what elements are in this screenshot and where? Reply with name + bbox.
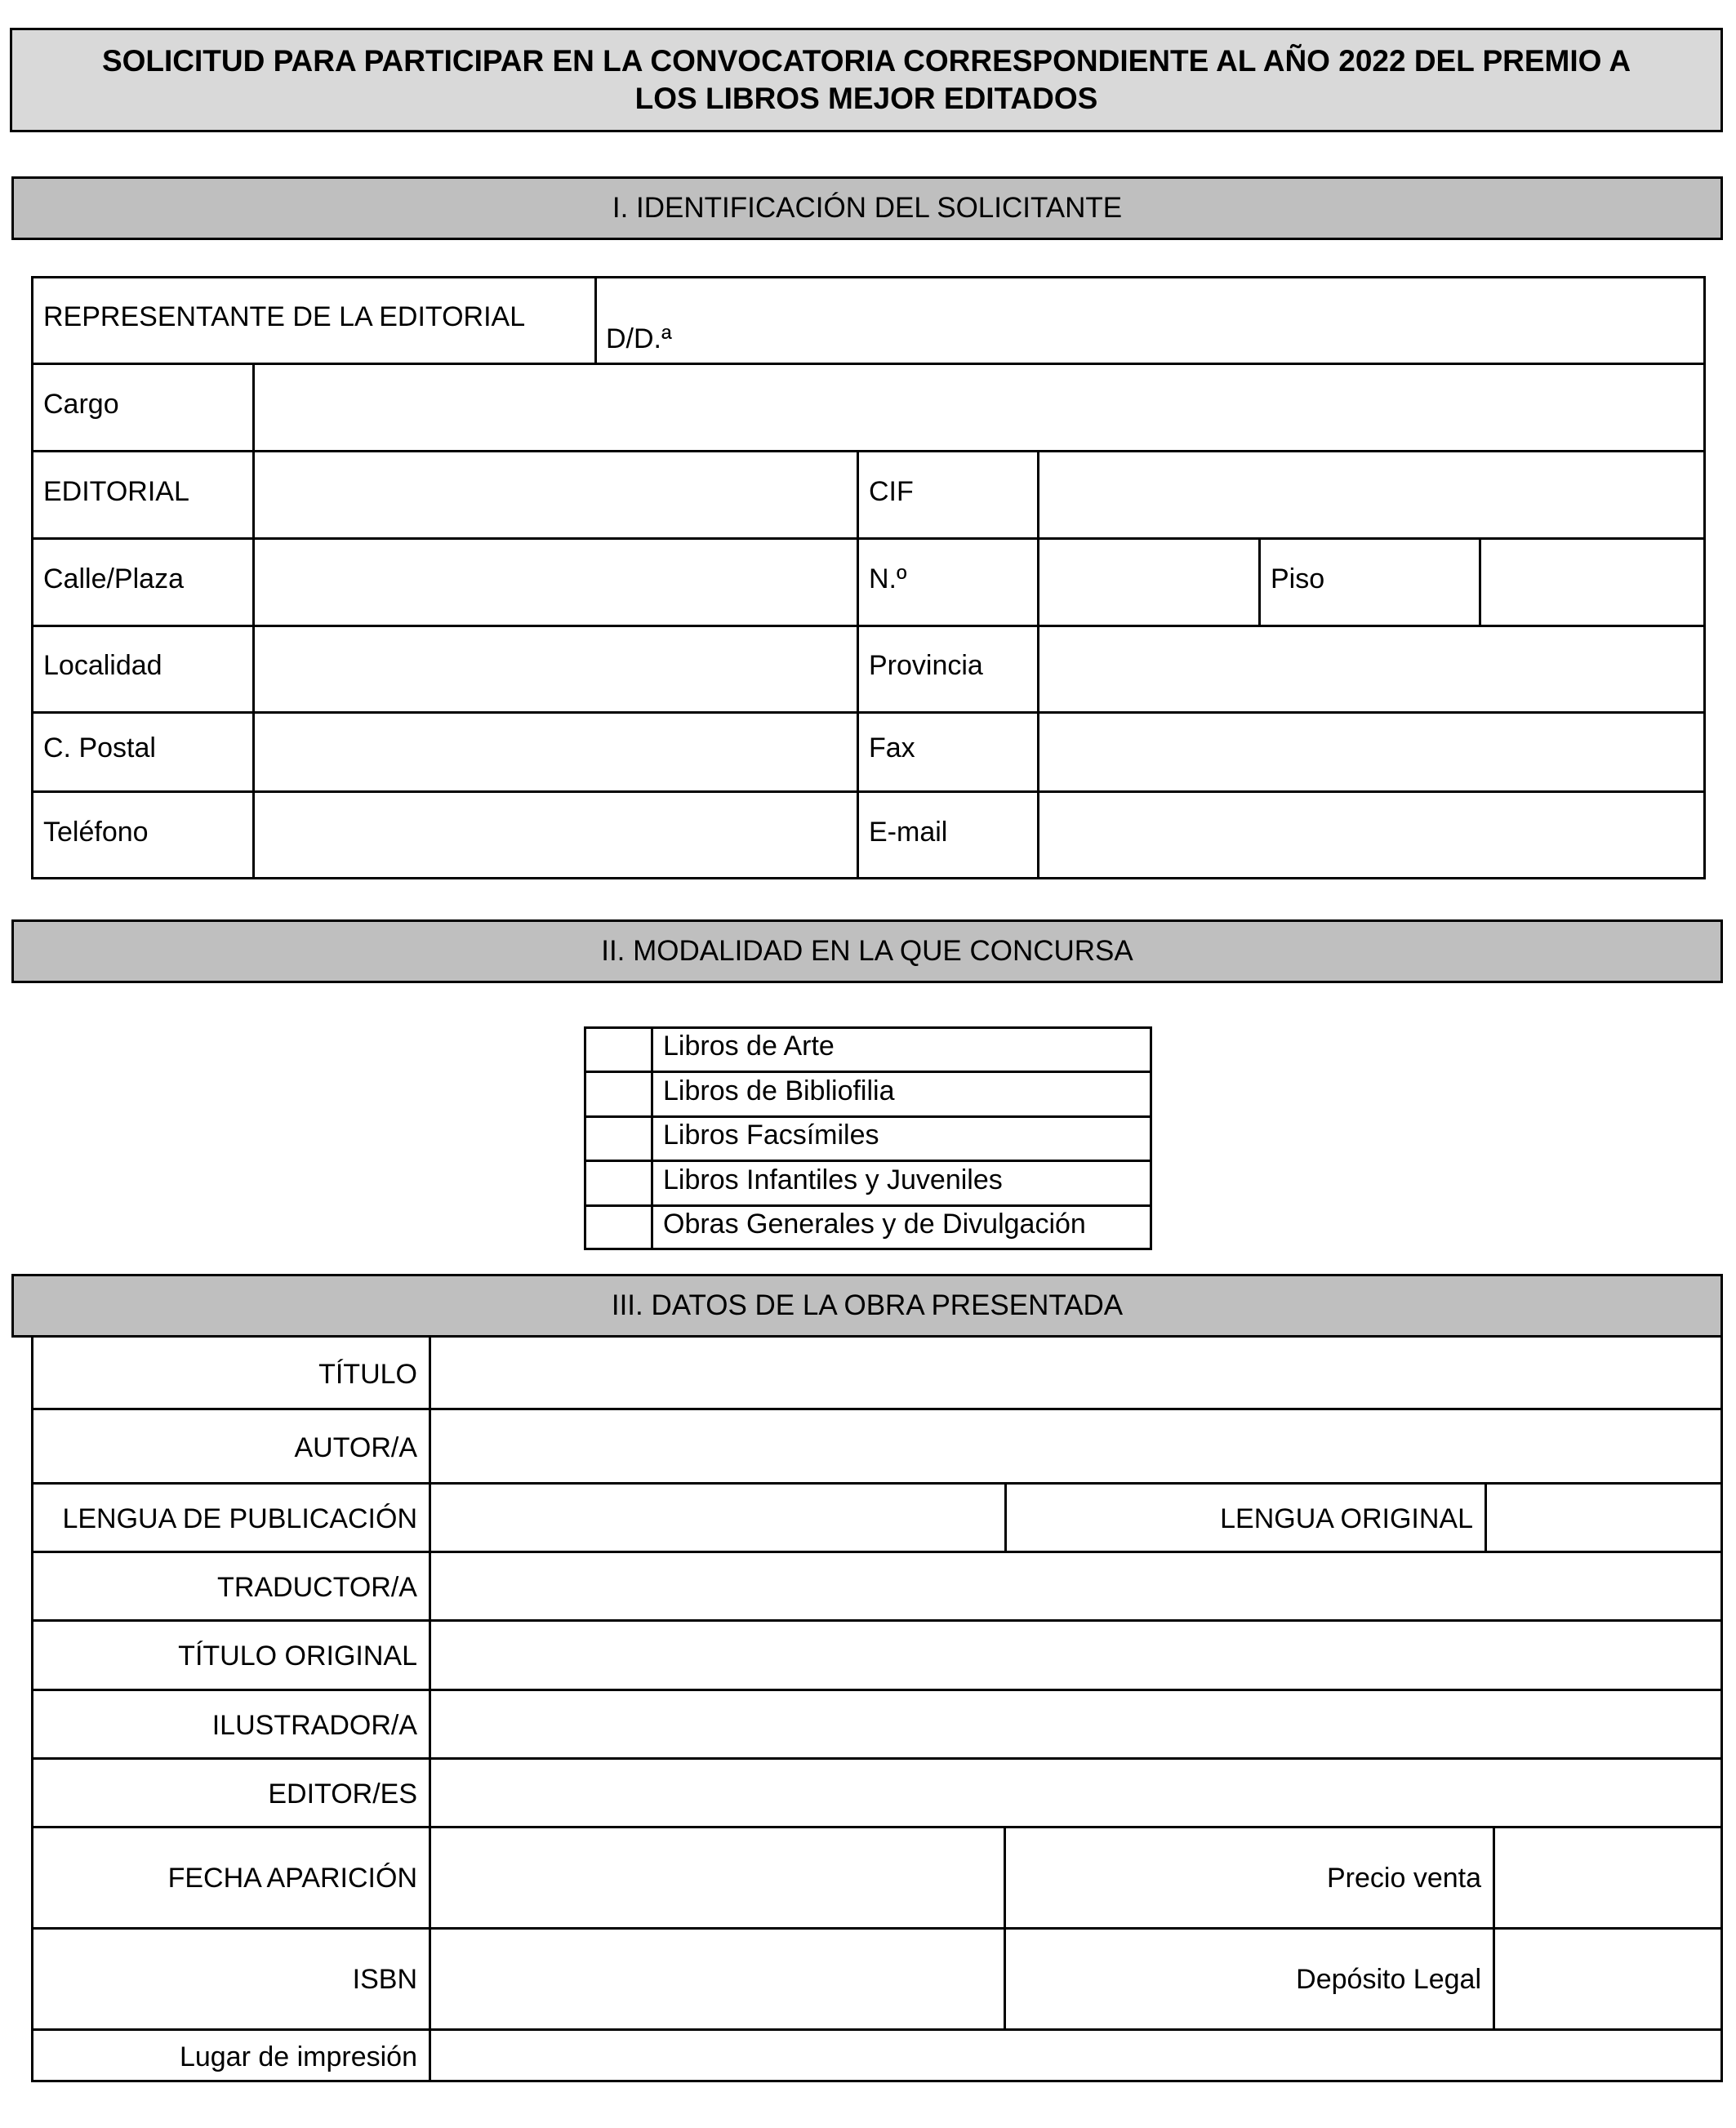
modality-checkbox-arte[interactable] bbox=[587, 1030, 650, 1070]
ilustrador-field[interactable] bbox=[433, 1692, 1720, 1756]
email-field[interactable] bbox=[1040, 794, 1704, 877]
form-title-line-2: LOS LIBROS MEJOR EDITADOS bbox=[634, 82, 1098, 115]
traductor-field[interactable] bbox=[433, 1554, 1720, 1618]
isbn-label: ISBN bbox=[352, 1964, 417, 1995]
piso-label: Piso bbox=[1271, 563, 1325, 594]
modality-option-generales: Obras Generales y de Divulgación bbox=[663, 1209, 1086, 1240]
titulo-original-field[interactable] bbox=[433, 1623, 1720, 1688]
modality-checkbox-infantiles[interactable] bbox=[587, 1163, 650, 1204]
titulo-field[interactable] bbox=[433, 1340, 1720, 1407]
numero-label: N.º bbox=[869, 563, 907, 594]
calle-field[interactable] bbox=[256, 541, 855, 624]
email-label: E-mail bbox=[869, 817, 948, 848]
cif-label: CIF bbox=[869, 476, 914, 507]
telefono-field[interactable] bbox=[256, 794, 855, 877]
lengua-original-field[interactable] bbox=[1489, 1485, 1720, 1550]
lengua-original-label: LENGUA ORIGINAL bbox=[1220, 1503, 1473, 1534]
localidad-label: Localidad bbox=[43, 650, 162, 681]
deposito-legal-label: Depósito Legal bbox=[1296, 1964, 1481, 1995]
lugar-impresion-label: Lugar de impresión bbox=[179, 2041, 417, 2072]
modality-option-bibliofilia: Libros de Bibliofilia bbox=[663, 1075, 895, 1106]
modality-checkbox-generales[interactable] bbox=[587, 1208, 650, 1249]
autor-field[interactable] bbox=[433, 1412, 1720, 1481]
provincia-field[interactable] bbox=[1040, 628, 1704, 710]
cpostal-label: C. Postal bbox=[43, 732, 156, 763]
editores-field[interactable] bbox=[433, 1761, 1720, 1825]
dda-field[interactable] bbox=[686, 286, 1698, 359]
fax-label: Fax bbox=[869, 732, 915, 763]
modality-checkbox-bibliofilia[interactable] bbox=[587, 1074, 650, 1115]
autor-label: AUTOR/A bbox=[294, 1432, 417, 1463]
telefono-label: Teléfono bbox=[43, 817, 149, 848]
section-1-heading: I. IDENTIFICACIÓN DEL SOLICITANTE bbox=[11, 176, 1723, 240]
precio-venta-label: Precio venta bbox=[1327, 1863, 1481, 1894]
editorial-field[interactable] bbox=[256, 453, 855, 536]
precio-venta-field[interactable] bbox=[1497, 1829, 1720, 1926]
titulo-original-label: TÍTULO ORIGINAL bbox=[178, 1641, 417, 1672]
ilustrador-label: ILUSTRADOR/A bbox=[211, 1710, 417, 1741]
fax-field[interactable] bbox=[1040, 715, 1704, 790]
fecha-aparicion-label: FECHA APARICIÓN bbox=[167, 1863, 417, 1894]
cargo-field[interactable] bbox=[256, 366, 1704, 449]
deposito-legal-field[interactable] bbox=[1497, 1930, 1720, 2028]
form-title bbox=[10, 28, 1723, 132]
calle-label: Calle/Plaza bbox=[43, 563, 184, 594]
dda-label: D/D.ª bbox=[606, 323, 672, 354]
modality-option-facsimiles: Libros Facsímiles bbox=[663, 1120, 879, 1151]
traductor-label: TRADUCTOR/A bbox=[217, 1572, 417, 1603]
isbn-field[interactable] bbox=[433, 1930, 1002, 2028]
cpostal-field[interactable] bbox=[256, 715, 855, 790]
modality-option-arte: Libros de Arte bbox=[663, 1031, 835, 1062]
section-3-heading: III. DATOS DE LA OBRA PRESENTADA bbox=[11, 1274, 1723, 1338]
modality-checkbox-facsimiles[interactable] bbox=[587, 1119, 650, 1159]
localidad-field[interactable] bbox=[256, 628, 855, 710]
cif-field[interactable] bbox=[1040, 453, 1704, 536]
representante-label: REPRESENTANTE DE LA EDITORIAL bbox=[43, 301, 526, 332]
section-2-heading: II. MODALIDAD EN LA QUE CONCURSA bbox=[11, 919, 1723, 983]
lugar-impresion-field[interactable] bbox=[433, 2032, 1720, 2080]
lengua-publicacion-label: LENGUA DE PUBLICACIÓN bbox=[62, 1503, 417, 1534]
lengua-publicacion-field[interactable] bbox=[433, 1485, 1003, 1550]
provincia-label: Provincia bbox=[869, 650, 983, 681]
editores-label: EDITOR/ES bbox=[268, 1779, 417, 1810]
numero-field[interactable] bbox=[1040, 541, 1257, 624]
editorial-label: EDITORIAL bbox=[43, 476, 189, 507]
piso-field[interactable] bbox=[1482, 541, 1704, 624]
fecha-aparicion-field[interactable] bbox=[433, 1829, 1002, 1926]
form-title-line-1: SOLICITUD PARA PARTICIPAR EN LA CONVOCATORIA CORRESPONDIENTE AL AÑO 2022 DEL PREMIO A bbox=[101, 44, 1631, 78]
modality-option-infantiles: Libros Infantiles y Juveniles bbox=[663, 1164, 1003, 1195]
cargo-label: Cargo bbox=[43, 389, 119, 420]
titulo-label: TÍTULO bbox=[318, 1359, 417, 1390]
